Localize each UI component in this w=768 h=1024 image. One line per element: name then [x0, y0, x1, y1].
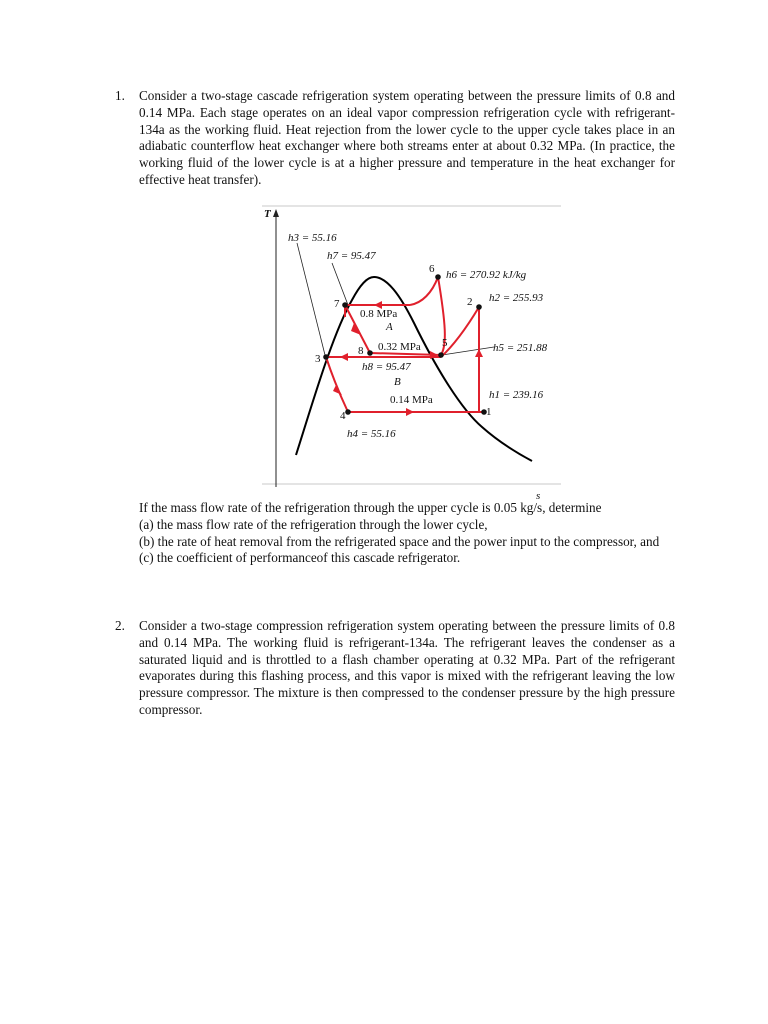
t-axis-arrow — [273, 209, 279, 217]
point-1-label: 1 — [486, 406, 492, 418]
question-2-number: 2. — [115, 618, 125, 633]
p-high-label: 0.8 MPa — [360, 308, 398, 320]
cycle-b-throttle — [326, 357, 348, 412]
point-3-dot — [323, 354, 329, 360]
point-6-label: 6 — [429, 263, 435, 275]
point-5-dot — [438, 352, 444, 358]
question-1-part-c: (c) the coefficient of performanceof this cascade refrigerator. — [139, 550, 461, 566]
cycle-b-evaporator-arrow — [406, 408, 414, 416]
question-1-text: Consider a two-stage cascade refrigeration system operating between the pressure limits of 0.8 and 0.14 MPa. Each stage operates on an ideal vapor compression refrigeration cycle with refrigerant-134a as the working fluid. Heat rejection from the lower cycle to the upper cycle takes place in an adiabatic counterflow heat exchanger where both streams enter at about 0.32 MPa. (In practice, the working fluid of the lower cycle is at a higher pressure and temperature in the heat exchanger for effective heat transfer). — [139, 88, 675, 187]
point-4-dot — [345, 409, 351, 415]
p-mid-label: 0.32 MPa — [378, 341, 421, 353]
question-1 — [115, 88, 675, 189]
question-1-followup — [139, 500, 675, 567]
h7-label: h7 = 95.47 — [327, 250, 376, 262]
t-axis-label: T — [264, 208, 271, 220]
question-1-part-b: (b) the rate of heat removal from the refrigerated space and the power input to the compressor, and — [139, 533, 660, 549]
cycle-a-desuperheat — [410, 277, 438, 305]
point-7-dot — [342, 302, 348, 308]
ts-diagram-svg — [262, 205, 562, 501]
point-2-dot — [476, 304, 482, 310]
point-8-label: 8 — [358, 345, 364, 357]
cycle-a-label: A — [386, 321, 393, 333]
cycle-b-desuperheat — [441, 307, 479, 357]
h1-label: h1 = 239.16 — [489, 389, 544, 401]
point-3-label: 3 — [315, 353, 321, 365]
h2-label: h2 = 255.93 — [489, 292, 544, 304]
h3-label: h3 = 55.16 — [288, 232, 337, 244]
h4-label: h4 = 55.16 — [347, 428, 396, 440]
point-8-dot — [367, 350, 373, 356]
question-2-text: Consider a two-stage compression refrigeration system operating between the pressure limits of 0.8 and 0.14 MPa. The working fluid is refrigerant-134a. The refrigerant leaves the condenser as a saturated liquid and is throttled to a flash chamber operating at 0.32 MPa. Part of the refrigerant evaporates during this flashing process, and this vapor is mixed with the refrigerant leaving the low pressure compressor. The mixture is then compressed to the condenser pressure by the high pressure compressor. — [139, 618, 675, 717]
point-2-label: 2 — [467, 296, 473, 308]
cycle-b-label: B — [394, 376, 401, 388]
question-1-number: 1. — [115, 88, 125, 103]
question-2 — [115, 618, 675, 719]
question-1-prompt: If the mass flow rate of the refrigeration through the upper cycle is 0.05 kg/s, determine — [139, 500, 602, 515]
h5-label: h5 = 251.88 — [493, 342, 548, 354]
question-1-part-a: (a) the mass flow rate of the refrigeration through the lower cycle, — [139, 516, 488, 532]
p-low-label: 0.14 MPa — [390, 394, 433, 406]
point-7-label: 7 — [334, 298, 340, 310]
point-6-dot — [435, 274, 441, 280]
cycle-b-compression-arrow — [475, 349, 483, 357]
ts-diagram — [262, 205, 562, 501]
cycle-b-condenser-arrow — [340, 353, 348, 361]
h8-label: h8 = 95.47 — [362, 361, 411, 373]
s-axis-label: s — [536, 490, 541, 501]
h6-label: h6 = 270.92 kJ/kg — [446, 269, 527, 281]
h3-line — [297, 243, 325, 355]
point-5-label: 5 — [442, 337, 448, 349]
point-4-label: 4 — [340, 410, 346, 422]
